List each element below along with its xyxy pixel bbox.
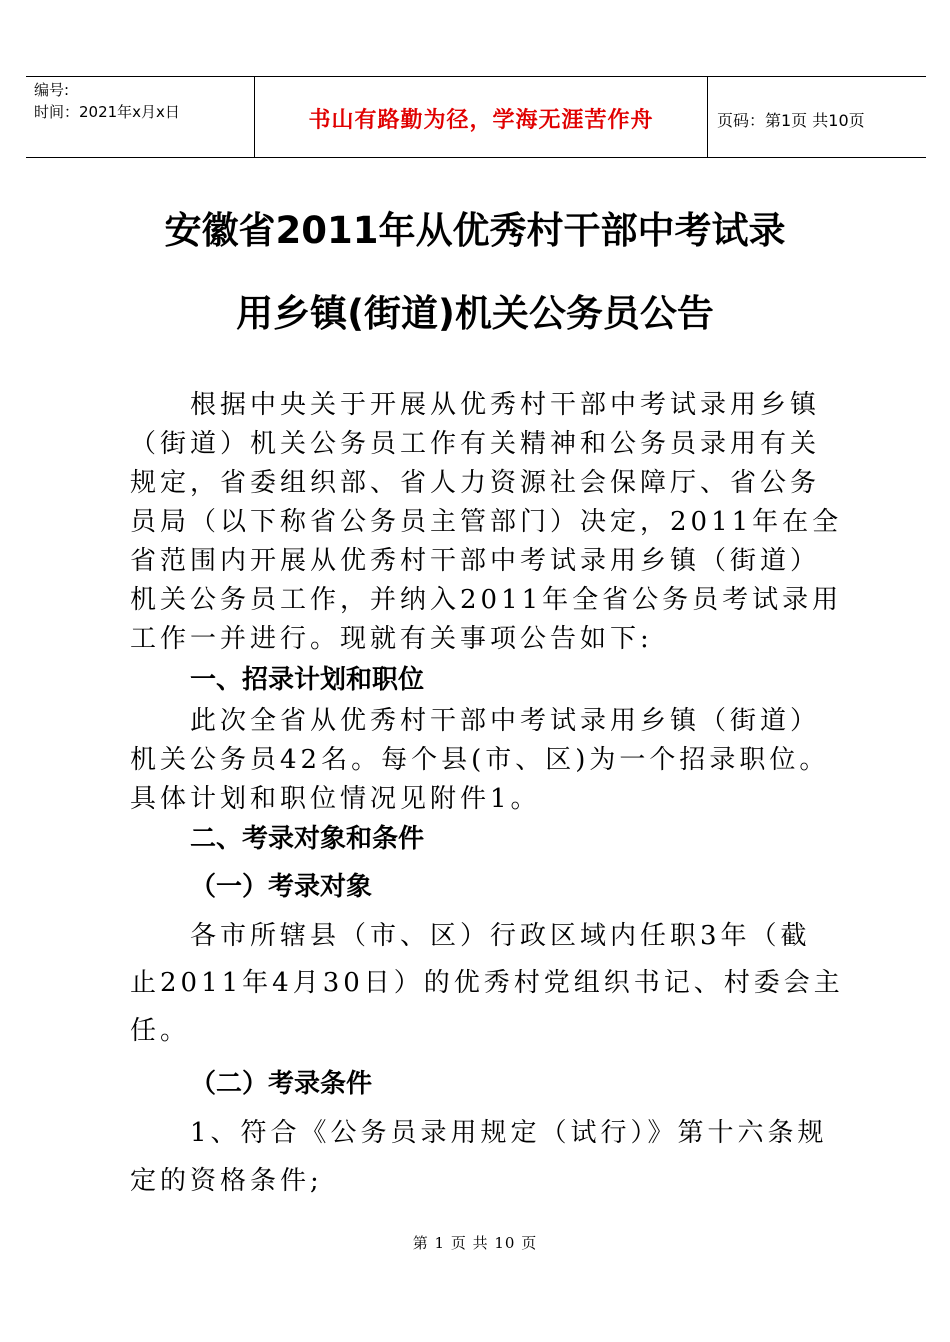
page-footer: 第 1 页 共 10 页 — [412, 1234, 538, 1252]
header-motto-cell — [254, 77, 708, 157]
sub1-line: 止2011年4月30日）的优秀村党组织书记、村委会主 — [130, 968, 844, 998]
intro-line: 员局（以下称省公务员主管部门）决定，2011年在全 — [130, 507, 843, 537]
sub2-line: 1、符合《公务员录用规定（试行）》第十六条规 — [190, 1118, 828, 1148]
document-title-line2: 用乡镇(街道)机关公务员公告 — [236, 292, 714, 335]
section1-line: 具体计划和职位情况见附件1。 — [130, 784, 541, 814]
intro-line: 规定，省委组织部、省人力资源社会保障厅、省公务 — [130, 468, 821, 498]
intro-line: 省范围内开展从优秀村干部中考试录用乡镇（街道） — [130, 546, 821, 576]
document-number-label: 编号: — [34, 81, 70, 99]
intro-line: 工作一并进行。现就有关事项公告如下: — [130, 624, 653, 654]
header-page-cell — [707, 77, 926, 157]
section-heading-1: 一、招录计划和职位 — [190, 665, 425, 695]
header-motto: 书山有路勤为径，学海无涯苦作舟 — [308, 108, 654, 133]
header-page-info: 页码：第1页 共10页 — [717, 111, 865, 130]
intro-line: （街道）机关公务员工作有关精神和公务员录用有关 — [130, 429, 821, 459]
section-heading-2: 二、考录对象和条件 — [190, 824, 425, 854]
subsection-heading-2: （二）考录条件 — [190, 1069, 373, 1099]
document-title-line1: 安徽省2011年从优秀村干部中考试录 — [164, 209, 786, 252]
header-meta — [26, 77, 254, 157]
sub1-line: 任。 — [130, 1016, 191, 1046]
intro-line: 机关公务员工作，并纳入2011年全省公务员考试录用 — [130, 585, 843, 615]
sub1-line: 各市所辖县（市、区）行政区域内任职3年（截 — [190, 921, 811, 951]
document-time-label: 时间：2021年x月x日 — [34, 103, 180, 121]
sub2-line: 定的资格条件; — [130, 1166, 323, 1196]
document-header — [26, 76, 926, 158]
section1-line: 机关公务员42名。每个县(市、区)为一个招录职位。 — [130, 745, 830, 775]
section1-line: 此次全省从优秀村干部中考试录用乡镇（街道） — [190, 706, 821, 736]
subsection-heading-1: （一）考录对象 — [190, 872, 373, 902]
intro-line: 根据中央关于开展从优秀村干部中考试录用乡镇 — [190, 390, 821, 420]
